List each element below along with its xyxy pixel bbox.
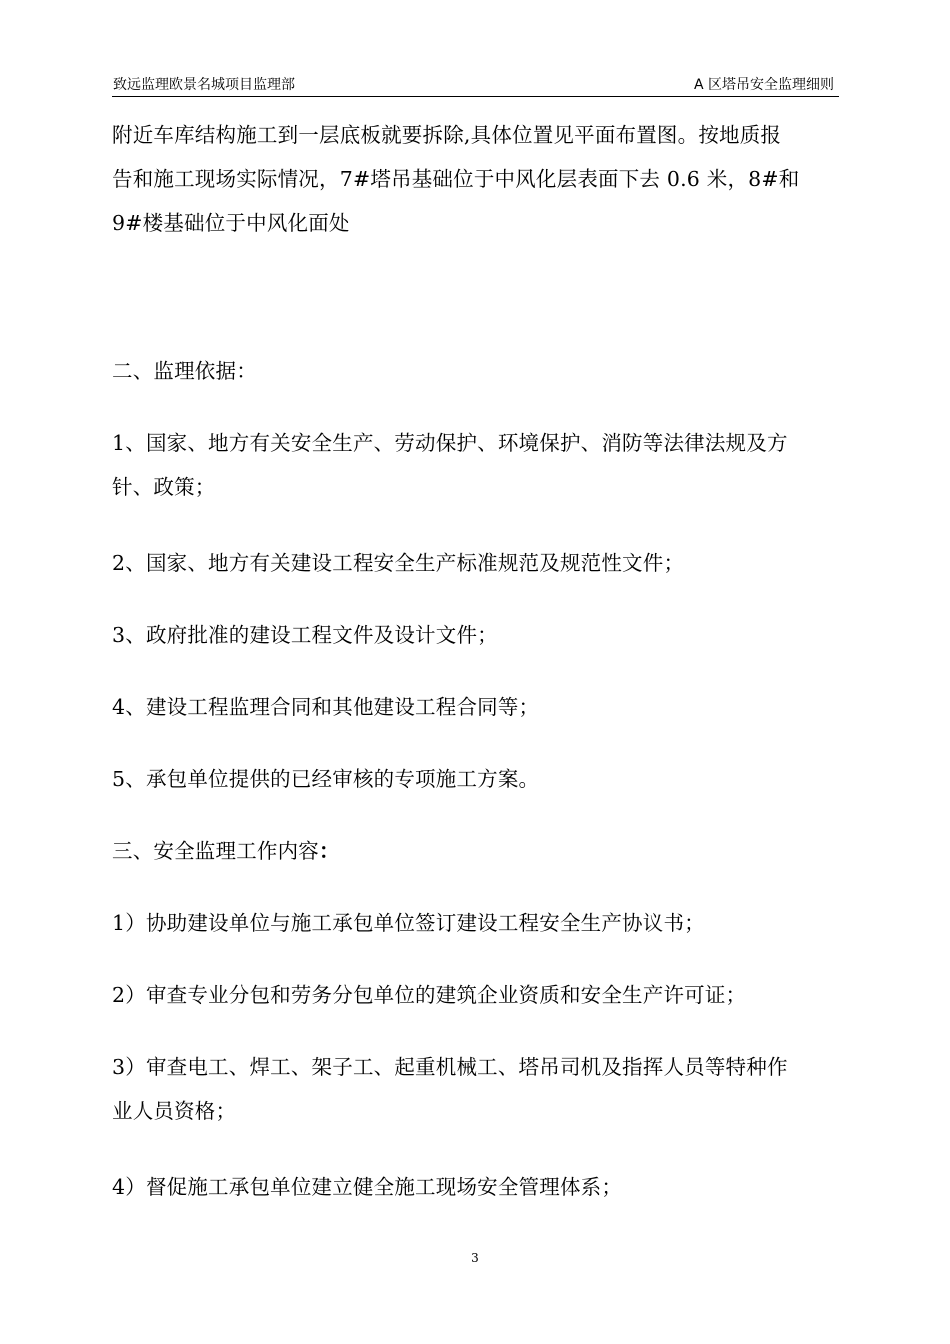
- basis-item-2: [112, 541, 840, 585]
- text-line: 9#楼基础位于中风化面处: [112, 211, 350, 235]
- text-line: 4）督促施工承包单位建立健全施工现场安全管理体系；: [112, 1175, 623, 1199]
- text-line: 2）审查专业分包和劳务分包单位的建筑企业资质和安全生产许可证；: [112, 983, 747, 1007]
- header-document-title: A 区塔吊安全监理细则: [693, 77, 834, 93]
- page-number: 3: [471, 1251, 479, 1265]
- basis-item-1: [112, 421, 840, 509]
- heading-colon: ：: [319, 839, 340, 863]
- page-header: [112, 72, 839, 97]
- text-line: 3、政府批准的建设工程文件及设计文件；: [112, 623, 498, 647]
- work-item-4: [112, 1165, 840, 1209]
- header-org-name: 致远监理欧景名城项目监理部: [113, 77, 295, 93]
- text-line: 3）审查电工、焊工、架子工、起重机械工、塔吊司机及指挥人员等特种作: [112, 1055, 788, 1079]
- text-line: 2、国家、地方有关建设工程安全生产标准规范及规范性文件；: [112, 551, 685, 575]
- text-line: 告和施工现场实际情况，7#塔吊基础位于中风化层表面下去 0.6 米，8#和: [112, 167, 800, 191]
- basis-item-4: [112, 685, 840, 729]
- work-item-3: [112, 1045, 840, 1133]
- basis-item-3: [112, 613, 840, 657]
- text-line: 4、建设工程监理合同和其他建设工程合同等；: [112, 695, 540, 719]
- text-line: 1）协助建设单位与施工承包单位签订建设工程安全生产协议书；: [112, 911, 705, 935]
- work-item-1: [112, 901, 840, 945]
- text-line: 针、政策；: [112, 475, 216, 499]
- intro-paragraph: [112, 113, 840, 245]
- text-line: 5、承包单位提供的已经审核的专项施工方案。: [112, 767, 540, 791]
- work-item-2: [112, 973, 840, 1017]
- section-heading-work: 三、安全监理工作内容：: [112, 839, 340, 863]
- section-heading-basis: 二、监理依据：: [112, 359, 257, 383]
- text-line: 附近车库结构施工到一层底板就要拆除,具体位置见平面布置图。按地质报: [112, 123, 782, 147]
- text-line: 1、国家、地方有关安全生产、劳动保护、环境保护、消防等法律法规及方: [112, 431, 788, 455]
- basis-item-5: [112, 757, 840, 801]
- text-line: 业人员资格；: [112, 1099, 237, 1123]
